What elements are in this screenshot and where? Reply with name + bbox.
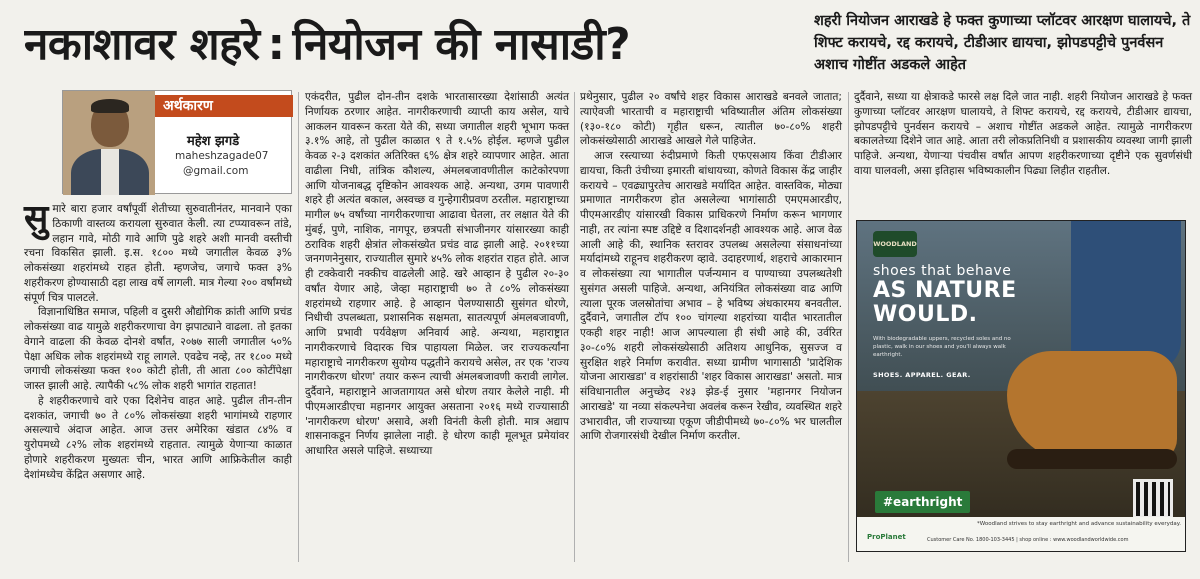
ad-small-text: With biodegradable uppers, recycled soles and no plastic, walk in our shoes and you'll always walk earthright.: [873, 336, 1011, 358]
article-column-1: [24, 198, 292, 482]
ad-tagline-2b: WOULD.: [873, 302, 978, 327]
jeans-image: [1071, 221, 1181, 371]
column-divider: [848, 92, 849, 562]
article-column-3: [580, 90, 842, 444]
author-name: महेश झगडे: [187, 134, 240, 149]
author-email: [175, 149, 268, 179]
woodland-logo: WOODLAND: [873, 231, 917, 257]
headline: [24, 14, 804, 76]
woodland-advertisement[interactable]: [856, 220, 1186, 552]
headline-separator: :: [267, 19, 285, 70]
headline-row: [0, 0, 1200, 86]
article-column-4: [854, 90, 1192, 179]
ad-tagline-2a: AS NATURE: [873, 278, 1017, 303]
paragraph: विज्ञानाधिष्ठित समाज, पहिली व दुसरी औद्योगिक क्रांती आणि प्रचंड लोकसंख्या वाढ यामुळे शहरीकरणाचा वेग झपाट्याने वाढला. तो इतका वेगाने वाढला की केवळ दोनशे वर्षांत, २०७७ साली जगातील ५०% पेक्षा अधिक लोक शहरांमध्ये राहू लागले. एवढेच नव्हे, तर १८०० मध्ये जगाची लोकसंख्या फक्त १०० कोटी होती, ती आता ८०० कोटींपेक्षा जास्त झाली आहे. त्यापैकी ५८% लोक शहरी भागांत राहतात!: [24, 306, 292, 392]
article-column-2: [305, 90, 569, 459]
paragraph: हे शहरीकरणाचे वारे एका दिशेनेच वाहत आहे. पुढील तीन-तीन दशकांत, जगाची ७० ते ८०% लोकसंख्या शहरी भागांमध्ये राहणार असल्याचे अंदाज आहेत. आज उत्तर अमेरिका खंडात ८४% व युरोपमध्ये ८२% लोक शहरांमध्ये राहतात. त्यामुळे येणाऱ्या काळात होणारे शहरीकरण मुख्यतः चीन, भारत आणि आफ्रिकेतील काही देशांमध्येच केंद्रित असणार आहे.: [24, 394, 292, 481]
proplanet-logo: ProPlanet: [867, 533, 906, 541]
paragraph: प्रथेनुसार, पुढील २० वर्षांचे शहर विकास आराखडे बनवले जातात; त्याऐवजी भारताची व महाराष्ट्राची भविष्यातील अंतिम लोकसंख्या (१३०-१८० कोटी) गृहीत धरून, त्यातील ७०-८०% शहरी लोकसंख्येसाठी आराखडे आखले गेले पाहिजेत.: [580, 91, 842, 148]
qr-code-icon[interactable]: [1133, 479, 1173, 519]
author-email-line-1: maheshzagade07: [175, 150, 269, 162]
ad-contact: Customer Care No. 1800-103-3445 | shop online : www.woodlandworldwide.com: [927, 537, 1129, 543]
headline-right: नियोजन की नासाडी?: [292, 19, 631, 70]
ad-commitment: *Woodland strives to stay earthright and advance sustainability everyday.: [977, 521, 1181, 527]
boot-image: [1007, 351, 1177, 461]
ad-categories: SHOES. APPAREL. GEAR.: [873, 371, 971, 379]
author-box: [62, 90, 292, 194]
column-divider: [298, 92, 299, 562]
author-photo: [63, 91, 155, 195]
ad-tagline-1: shoes that behave: [873, 263, 1012, 279]
headline-left: नकाशावर शहरे: [24, 19, 260, 70]
ad-tagline-2: [873, 279, 1017, 327]
section-kicker: अर्थकारण: [155, 95, 293, 117]
paragraph: दुर्दैवाने, सध्या या क्षेत्राकडे फारसे लक्ष दिले जात नाही. शहरी नियोजन आराखडे हे फक्त कुणाच्या प्लॉटवर आरक्षण घालायचे, ते शिफ्ट करायचे, रद्द करायचे, टीडीआर द्यायचा, झोपडपट्टीचे पुनर्वसन करायचे – अशाच गोष्टींत अडकले आहेत. त्यामुळे नागरीकरण बकालतेच्या दिशेने जात आहे. आता तरी लोकप्रतिनिधी व प्रशासकीय व्यवस्था जागी झाली पाहिजे. अन्यथा, येणाऱ्या पंचवीस वर्षांत आपण शहरीकरणाच्या दृष्टीने एक सुवर्णसंधी वाया घालवली, असा इतिहास भविष्यकालीन पिढ्या लिहीत राहतील.: [854, 91, 1192, 177]
paragraph: एकंदरीत, पुढील दोन-तीन दशके भारतासारख्या देशांसाठी अत्यंत निर्णायक ठरणार आहेत. नागरीकरणाची व्याप्ती काय असेल, याचे आकलन यावरून करता येते की, सध्या जगातील शहरी भूभाग फक्त ३.१% आहे, तो पुढील काळात ९ ते १.५% होईल. म्हणजे पुढील केवळ २-३ दशकांत अतिरिक्त ६% क्षेत्र शहरे व्यापणार आहेत. आता वाढीला निधी, तांत्रिक कौशल्य, अंमलबजावणीतील काटेकोरपणा आणि योजनाबद्ध दृष्टिकोन आवश्यक आहे. अन्यथा, उगम पावणारी शहरे ही अत्यंत बकाल, अस्वच्छ व गुन्हेगारीप्रवण ठरतील. महाराष्ट्राच्या मागील ७५ वर्षांच्या नागरीकरणाचा आढावा घेतला, तर लक्षात येते की मुंबई, पुणे, नाशिक, नागपूर, छत्रपती संभाजीनगर यांसारख्या काही ठराविक शहरी क्षेत्रांत लोकसंख्येत प्रचंड वाढ झाली आहे. २०११च्या जनगणनेनुसार, राज्यातील सुमारे ४५% लोक शहरांत राहत होते. आज ही टक्केवारी नक्कीच वाढलेली आहे. खरे आव्हान हे पुढील २०-३० वर्षांत येणार आहे, जेव्हा महाराष्ट्राची ७० ते ८०% लोकसंख्या शहरांमध्ये राहणार आहे. हे आव्हान पेलण्यासाठी सुसंगत धोरणे, निधीची उपलब्धता, प्रशासनिक सक्षमता, सातत्यपूर्ण अंमलबजावणी, आणि प्रभावी पर्यवेक्षण अनिवार्य आहे. अन्यथा, महाराष्ट्रात नागरीकरणाचे विदारक चित्र पाहायला मिळेल. जर राज्यकर्त्यांना महाराष्ट्राचे नागरीकरण सुयोग्य पद्धतीने करायचे असेल, तर एक 'राज्य नागरीकरण धोरण' तयार करून त्याची अंमलबजावणी करावी लागेल. दुर्दैवाने, महाराष्ट्राने आजतागायत असे धोरण तयार केलेले नाही. मी पीएमआरडीएचा महानगर आयुक्त असताना २०१६ मध्ये राज्यासाठी 'नागरीकरण धोरण' असावे, अशी विनंती केली होती. मात्र अद्याप शासनाकडून निर्णय झालेला नाही. हे धोरण काही मूलभूत प्रमेयांवर आधारित असले पाहिजे. सध्याच्या: [305, 91, 569, 457]
paragraph: आज रस्त्याच्या रुंदीप्रमाणे किती एफएसआय किंवा टीडीआर द्यायचा, किती उंचीच्या इमारती बांधायच्या, कोणते विकास केंद्र जाहीर करायचे – एवढ्यापुरतेच आराखडे मर्यादित आहेत. वास्तविक, मोठ्या प्रमाणात नागरीकरण होत असलेल्या भागांसाठी एमएमआरडीए, पीएमआरडीए यांसारखी विकास प्राधिकरणे निर्माण करून भागणार नाही, तर त्यांना स्पष्ट उद्दिष्टे व दिशादर्शनही आवश्यक आहे. आज वेळ आली आहे की, स्थानिक स्तरावर उपलब्ध असलेल्या संसाधनांच्या मर्यादांमध्ये राहूनच शहरीकरण व्हावे. उदाहरणार्थ, शहराचे आकारमान व लोकसंख्या त्या भागातील पर्जन्यमान व पाण्याच्या उपलब्धतेशी सुसंगत असली पाहिजे. अन्यथा, अनियंत्रित लोकसंख्या वाढ आणि त्याला पूरक जलस्रोतांचा अभाव – हे भविष्य अंधकारमय बनवतील. दुर्दैवाने, जगातील टॉप १०० चांगल्या शहरांच्या यादीत भारतातील एकही शहर नाही! आज आपल्याला ही संधी आहे की, उर्वरित ३०-८०% शहरी लोकसंख्येसाठी अतिशय आधुनिक, सुसज्ज व सुरक्षित शहरे निर्माण करावीत. सध्या ग्रामीण भागासाठी 'प्रादेशिक योजना आराखडा' व शहरांसाठी 'शहर विकास आराखडा' असतो. मात्र संविधानातील अनुच्छेद २४३ झेड-ई नुसार 'महानगर नियोजन आराखडे' या नव्या संकल्पनेचा अवलंब करून रेखीव, व्यवस्थित शहरे उभारावीत, जी राज्याच्या एकूण जीडीपीमध्ये ७०-८०% भर घालतील आणि रोजगारसंधी देखील निर्माण करतील.: [580, 150, 842, 443]
deck-subheading: शहरी नियोजन आराखडे हे फक्त कुणाच्या प्लॉटवर आरक्षण घालायचे, ते शिफ्ट करायचे, रद्द करायचे, टीडीआर द्यायचा, झोपडपट्टीचे पुनर्वसन अशाच गोष्टींत अडकले आहेत: [814, 13, 1191, 73]
drop-cap: सु: [24, 198, 49, 239]
paragraph: सुमारे बारा हजार वर्षांपूर्वी शेतीच्या सुरुवातीनंतर, मानवाने एका ठिकाणी वास्तव्य करायला सुरुवात केली. त्या टप्प्यावरून तांडे, लहान गावे, मोठी गावे आणि पुढे शहरे अशी मानवी वस्तीची रचना विकसित झाली. इ.स. १८०० मध्ये जगातील केवळ ३% लोकसंख्या शहरांमध्ये राहत होती. म्हणजेच, जगाचे फक्त ३% शहरीकरण होण्यासाठी दहा लाख वर्षे लागली. मात्र गेल्या २०० वर्षांमध्ये संपूर्ण चित्र पालटले.: [24, 198, 292, 304]
author-email-line-2: @gmail.com: [183, 165, 249, 177]
ad-hashtag: #earthright: [875, 491, 970, 513]
column-divider: [574, 92, 575, 562]
